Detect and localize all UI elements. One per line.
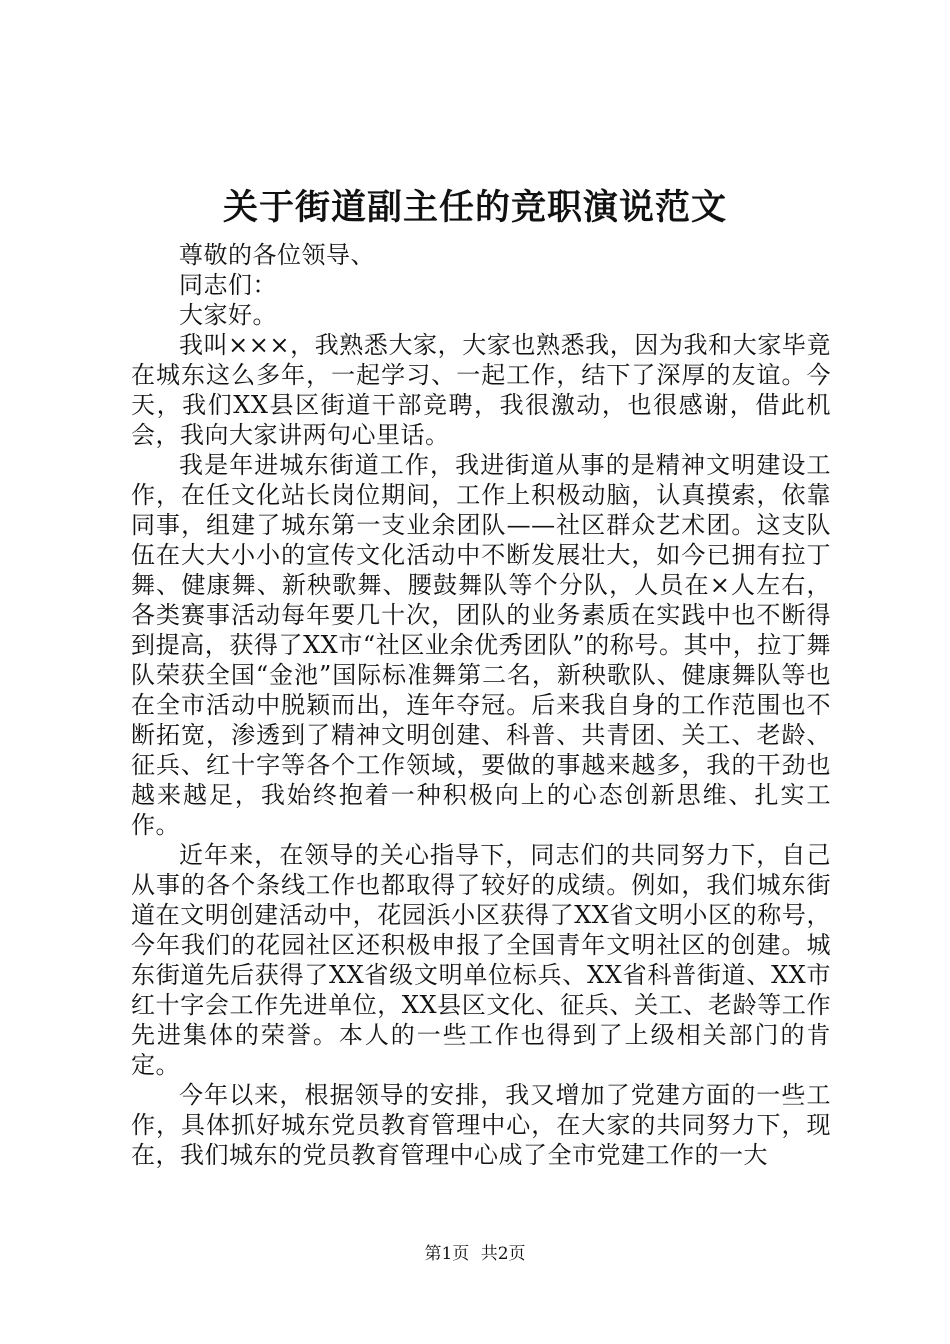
paragraph-work-history: 我是年进城东街道工作，我进街道从事的是精神文明建设工作，在任文化站长岗位期间，工作上积极动脑，认真摸索，依靠同事，组建了城东第一支业余团队——社区群众艺术团。这支队伍在大大小小的宣传文化活动中不断发展壮大，如今已拥有拉丁舞、健康舞、新秧歌舞、腰鼓舞队等个分队，人员在×人左右，各类赛事活动每年要几十次，团队的业务素质在实践中也不断得到提高，获得了XX市“社区业余优秀团队”的称号。其中，拉丁舞队荣获全国“金池”国际标准舞第二名，新秧歌队、健康舞队等也在全市活动中脱颖而出，连年夺冠。后来我自身的工作范围也不断拓宽，渗透到了精神文明创建、科普、共青团、关工、老龄、征兵、红十字等各个工作领域，要做的事越来越多，我的干劲也越来越足，我始终抱着一种积极向上的心态创新思维、扎实工作。	[131, 451, 831, 839]
paragraph-introduction: 我叫×××，我熟悉大家，大家也熟悉我，因为我和大家毕竟在城东这么多年，一起学习、一起工作，结下了深厚的友谊。今天，我们XX县区街道干部竞聘，我很激动，也很感谢，借此机会，我向大家讲两句心里话。	[131, 331, 831, 449]
document-title: 关于街道副主任的竞职演说范文	[222, 187, 727, 228]
greeting: 大家好。	[179, 301, 277, 329]
paragraph-party-work: 今年以来，根据领导的安排，我又增加了党建方面的一些工作，具体抓好城东党员教育管理中心，在大家的共同努力下，现在，我们城东的党员教育管理中心成了全市党建工作的一大	[131, 1081, 831, 1169]
document-body	[131, 240, 831, 1170]
paragraph-achievements: 近年来，在领导的关心指导下，同志们的共同努力下，自己从事的各个条线工作也都取得了较好的成绩。例如，我们城东街道在文明创建活动中，花园浜小区获得了XX省文明小区的称号，今年我们的花园社区还积极申报了全国青年文明社区的创建。城东街道先后获得了XX省级文明单位标兵、XX省科普街道、XX市红十字会工作先进单位，XX县区文化、征兵、关工、老龄等工作先进集体的荣誉。本人的一些工作也得到了上级相关部门的肯定。	[131, 841, 831, 1079]
salutation-line-2: 同志们：	[179, 271, 277, 299]
page-footer	[0, 1242, 950, 1266]
salutation-line-1: 尊敬的各位领导、	[179, 241, 375, 269]
page-number: 第1页	[424, 1244, 470, 1264]
page-total: 共2页	[480, 1244, 526, 1264]
